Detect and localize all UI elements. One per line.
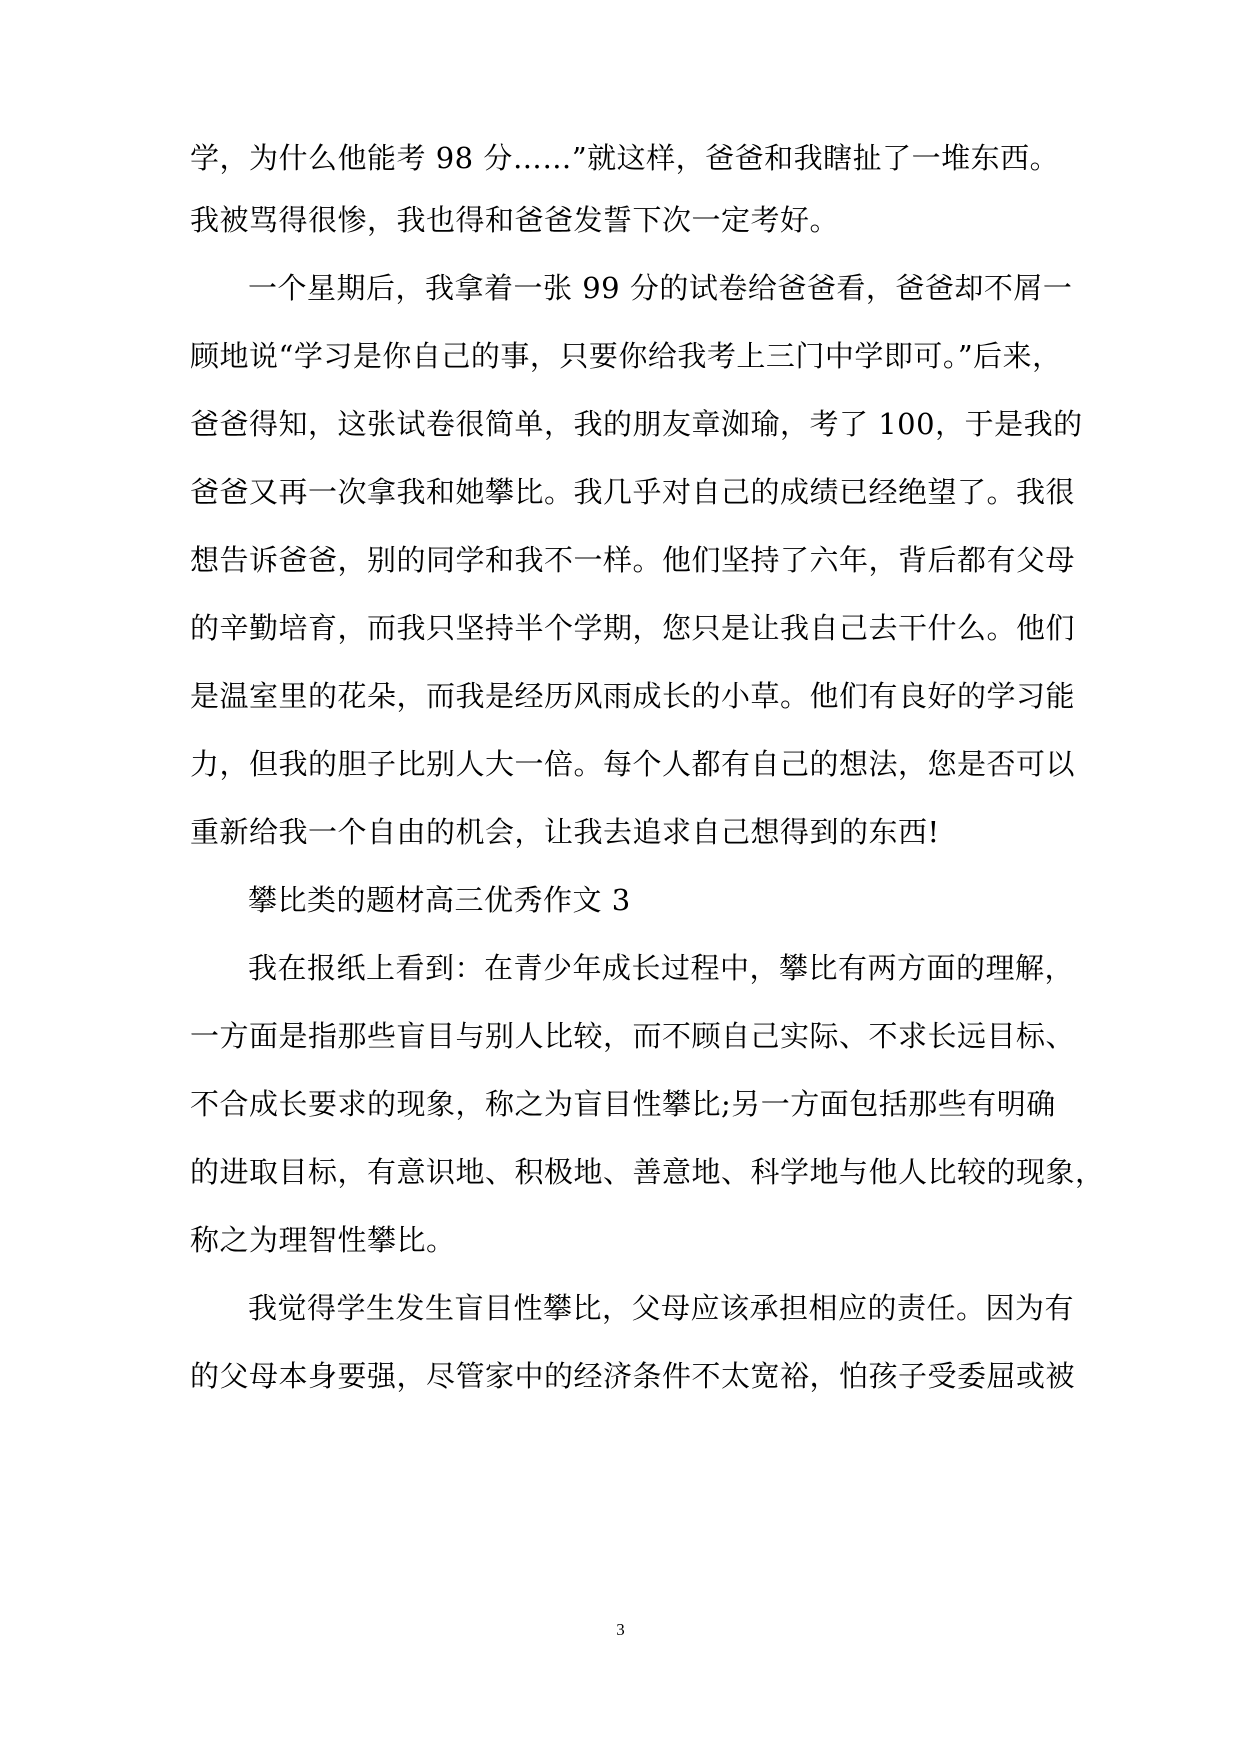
text-line: 顾地说“学习是你自己的事，只要你给我考上三门中学即可。”后来， bbox=[190, 339, 1062, 373]
text-line: 称之为理智性攀比。 bbox=[190, 1223, 456, 1257]
text-line: 的进取目标，有意识地、积极地、善意地、科学地与他人比较的现象， bbox=[190, 1155, 1105, 1189]
text-line: 是温室里的花朵，而我是经历风雨成长的小草。他们有良好的学习能 bbox=[190, 679, 1076, 713]
section-heading: 攀比类的题材高三优秀作文 3 bbox=[248, 883, 631, 917]
text-line: 想告诉爸爸，别的同学和我不一样。他们坚持了六年，背后都有父母 bbox=[190, 543, 1076, 577]
text-line: 一方面是指那些盲目与别人比较，而不顾自己实际、不求长远目标、 bbox=[190, 1019, 1076, 1053]
text-line: 重新给我一个自由的机会，让我去追求自己想得到的东西! bbox=[190, 815, 940, 849]
text-line: 一个星期后，我拿着一张 99 分的试卷给爸爸看，爸爸却不屑一 bbox=[248, 271, 1073, 305]
text-line: 的父母本身要强，尽管家中的经济条件不太宽裕，怕孩子受委屈或被 bbox=[190, 1359, 1076, 1393]
page-number: 3 bbox=[616, 1620, 625, 1639]
text-line: 不合成长要求的现象，称之为盲目性攀比;另一方面包括那些有明确 bbox=[190, 1087, 1056, 1121]
text-line: 我觉得学生发生盲目性攀比，父母应该承担相应的责任。因为有 bbox=[248, 1291, 1075, 1325]
text-line: 我在报纸上看到：在青少年成长过程中，攀比有两方面的理解， bbox=[248, 951, 1075, 985]
text-line: 的辛勤培育，而我只坚持半个学期，您只是让我自己去干什么。他们 bbox=[190, 611, 1076, 645]
text-line: 爸爸得知，这张试卷很简单，我的朋友章洳瑜，考了 100，于是我的 bbox=[190, 407, 1083, 441]
text-line: 学，为什么他能考 98 分……”就这样，爸爸和我瞎扯了一堆东西。 bbox=[190, 141, 1060, 175]
text-line: 力，但我的胆子比别人大一倍。每个人都有自己的想法，您是否可以 bbox=[190, 747, 1076, 781]
text-line: 爸爸又再一次拿我和她攀比。我几乎对自己的成绩已经绝望了。我很 bbox=[190, 475, 1076, 509]
text-line: 我被骂得很惨，我也得和爸爸发誓下次一定考好。 bbox=[190, 203, 840, 237]
